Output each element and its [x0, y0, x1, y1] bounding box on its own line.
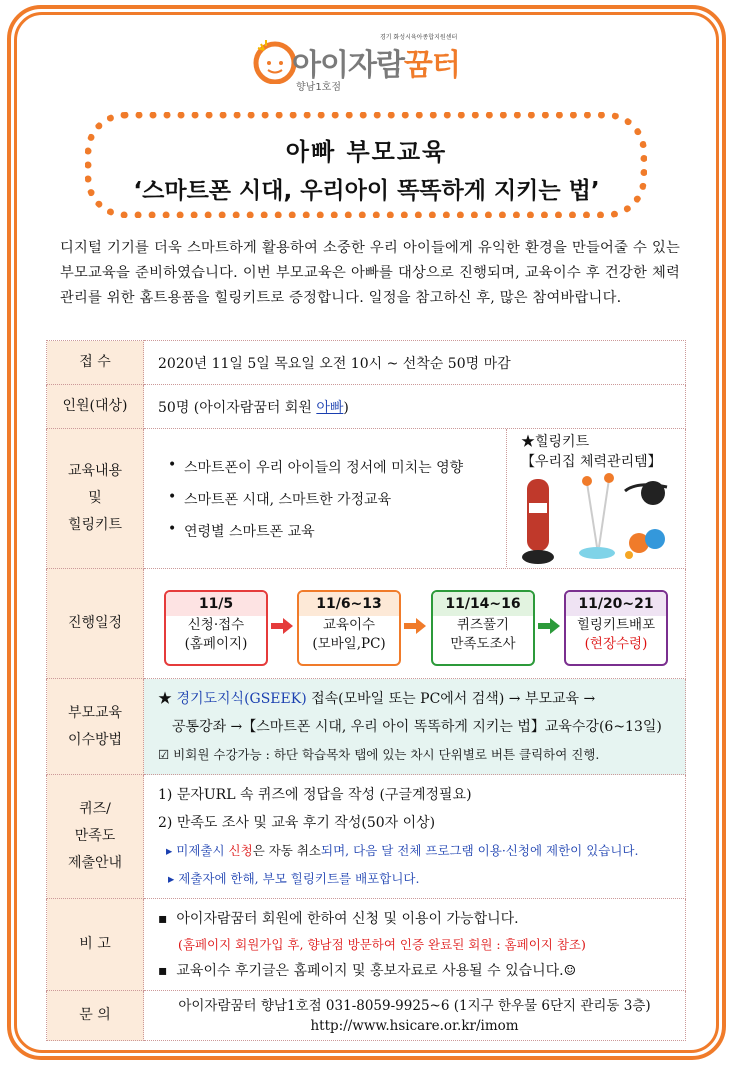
- list-item: • 연령별 스마트폰 교육: [158, 521, 685, 541]
- target-text: 50명 (아이자람꿈터 회원 아빠): [144, 385, 686, 429]
- step-line2: 만족도조사: [450, 635, 516, 652]
- method-line3: ☑ 비회원 수강가능 : 하단 학습목차 탭에 있는 차시 단위별로 버튼 클릭하여 진행.: [158, 746, 600, 762]
- arrow-right-icon: [404, 618, 426, 634]
- reception-text: 2020년 11일 5일 목요일 오전 10시 ~ 선착순 50명 마감: [144, 341, 686, 385]
- note-line2: (홈페이지 회원가입 후, 향남점 방문하여 인증 완료된 회원 : 홈페이지 참조): [178, 936, 586, 952]
- row-quiz: [47, 775, 686, 899]
- kit-subtitle: 【우리집 체력관리템】: [521, 454, 662, 470]
- row-label: 부모교육 이수방법: [47, 679, 144, 775]
- note-line3: ▪ 교육이수 후기글은 홈페이지 및 홍보자료로 사용될 수 있습니다.☺: [158, 962, 577, 979]
- quiz-line1: 1) 문자URL 속 퀴즈에 정답을 작성 (구글계정필요): [158, 786, 472, 803]
- quiz-line3: ▸ 미제출시 신청은 자동 취소되며, 다음 달 전체 프로그램 이용·신청에 제한이 있습니다.: [166, 842, 639, 858]
- row-label: 인원(대상): [47, 385, 144, 429]
- method-cell: [144, 679, 686, 775]
- row-note: [47, 899, 686, 991]
- row-target: [47, 385, 686, 429]
- schedule-step: [297, 590, 401, 666]
- quiz-line2: 2) 만족도 조사 및 교육 후기 작성(50자 이상): [158, 814, 436, 831]
- kit-panel: [506, 429, 686, 567]
- quiz-cell: [144, 775, 686, 899]
- contact-cell: [144, 991, 686, 1041]
- logo: [252, 26, 512, 96]
- gseek-link[interactable]: 경기도지식(GSEEK): [176, 690, 307, 707]
- list-item: • 스마트폰이 우리 아이들의 정서에 미치는 영향: [158, 457, 685, 477]
- info-table: [46, 340, 686, 1041]
- step-line1: 신청·접수: [187, 616, 245, 633]
- step-line1: 힐링키트배포: [576, 616, 656, 633]
- schedule-step: [164, 590, 268, 666]
- schedule-cell: [144, 569, 686, 679]
- note-line1: ▪ 아이자람꿈터 회원에 한하여 신청 및 이용이 가능합니다.: [158, 910, 519, 927]
- schedule-step: [431, 590, 535, 666]
- logo-branch: 향남1호점: [296, 82, 342, 93]
- contact-url[interactable]: http://www.hsicare.or.kr/imom: [310, 1017, 519, 1034]
- intro-paragraph: 디지털 기기를 더욱 스마트하게 활용하여 소중한 우리 아이들에게 유익한 환경을 만들어줄 수 있는 부모교육을 준비하였습니다. 이번 부모교육은 아빠를 대상으로 진행되며, 교육이수 후 건강한 체력관리를 위한 홈트용품을 힐링키트로 증정합니다. 일정을 참고하신 후, 많은 참여바랍니다.: [60, 240, 680, 306]
- row-label: 진행일정: [47, 569, 144, 679]
- schedule-step: [564, 590, 668, 666]
- row-label: 퀴즈/ 만족도 제출안내: [47, 775, 144, 899]
- method-line2: 공통강좌 →【스마트폰 시대, 우리 아이 똑똑하게 지키는 법】교육수강(6~13일): [172, 718, 662, 735]
- logo-org: 경기 화성시육아종합지원센터: [380, 34, 458, 41]
- row-schedule: [47, 569, 686, 679]
- kit-title: ★힐링키트: [521, 434, 590, 450]
- title-line2: ‘스마트폰 시대, 우리아이 똑똑하게 지키는 법’: [133, 178, 600, 204]
- title-line1: 아빠 부모교육: [285, 138, 448, 166]
- row-label: 접 수: [47, 341, 144, 385]
- content-cell: [144, 429, 686, 569]
- logo-name: 아이자람꿈터: [292, 48, 460, 83]
- step-date: 11/5: [166, 592, 266, 616]
- step-date: 11/6~13: [299, 592, 399, 616]
- row-label: 문 의: [47, 991, 144, 1041]
- step-line2: (모바일,PC): [312, 635, 386, 652]
- note-cell: [144, 899, 686, 991]
- step-line2: (현장수령): [584, 635, 648, 652]
- row-method: [47, 679, 686, 775]
- step-line1: 교육이수: [322, 616, 376, 633]
- row-reception: [47, 341, 686, 385]
- row-label: 교육내용 및 힐링키트: [47, 429, 144, 569]
- contact-line1: 아이자람꿈터 향남1호점 031-8059-9925~6 (1지구 한우물 6단지 관리동 3층): [178, 997, 651, 1014]
- step-date: 11/20~21: [566, 592, 666, 616]
- method-line1: ★ 경기도지식(GSEEK) 접속(모바일 또는 PC에서 검색) → 부모교육 →: [158, 690, 596, 707]
- kit-image: [517, 473, 683, 567]
- step-date: 11/14~16: [433, 592, 533, 616]
- list-item: • 스마트폰 시대, 스마트한 가정교육: [158, 489, 685, 509]
- target-highlight: 아빠: [316, 399, 344, 416]
- arrow-right-icon: [271, 618, 293, 634]
- step-line1: 퀴즈풀기: [456, 616, 510, 633]
- step-line2: (홈페이지): [184, 635, 248, 652]
- schedule-steps: [144, 576, 685, 672]
- row-content: [47, 429, 686, 569]
- quiz-line4: ▸ 제출자에 한해, 부모 힐링키트를 배포합니다.: [168, 870, 420, 886]
- row-contact: [47, 991, 686, 1041]
- arrow-right-icon: [538, 618, 560, 634]
- row-label: 비 고: [47, 899, 144, 991]
